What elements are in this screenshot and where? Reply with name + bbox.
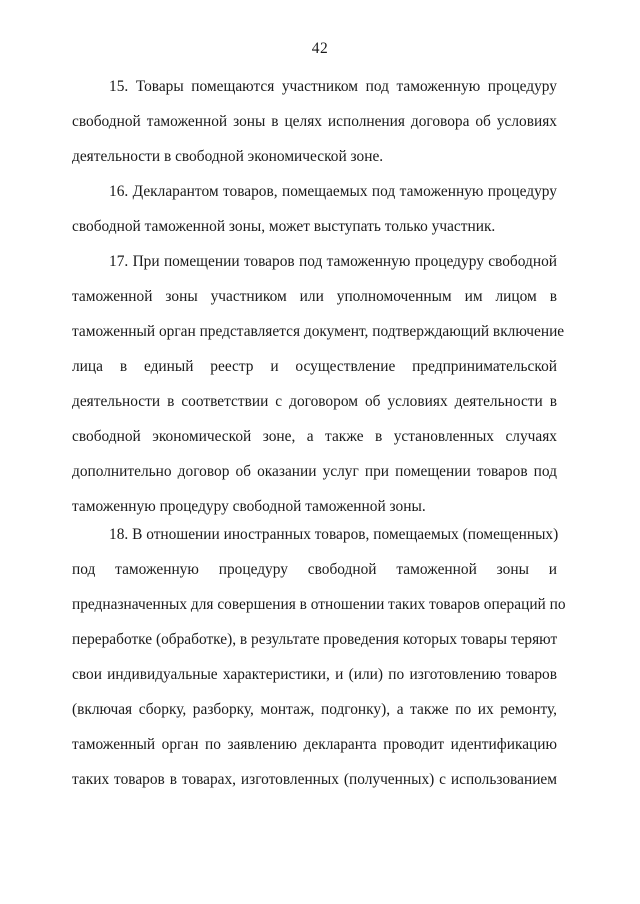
paragraph-line: таможенный орган по заявлению декларанта проводит идентификацию: [72, 736, 557, 753]
paragraph-16: [72, 174, 557, 244]
paragraph-line: дополнительно договор об оказании услуг при помещении товаров под: [72, 463, 557, 480]
paragraph-line: свободной таможенной зоны, может выступать только участник.: [72, 218, 496, 235]
paragraph-line: переработке (обработке), в результате проведения которых товары теряют: [72, 631, 558, 648]
paragraph-line: свободной экономической зоне, а также в установленных случаях: [72, 428, 557, 445]
paragraph-18: [72, 517, 566, 797]
paragraph-line: свободной таможенной зоны в целях исполнения договора об условиях: [72, 113, 557, 130]
paragraph-line: таможенный орган представляется документ, подтверждающий включение: [72, 323, 565, 340]
paragraph-line: предназначенных для совершения в отношении таких товаров операций по: [72, 596, 566, 613]
paragraph-line: свои индивидуальные характеристики, и (или) по изготовлению товаров: [72, 666, 557, 683]
paragraph-line: таможенной зоны участником или уполномоченным им лицом в: [72, 288, 557, 305]
paragraph-line: таких товаров в товарах, изготовленных (полученных) с использованием: [72, 771, 557, 788]
paragraph-17: [72, 244, 565, 524]
paragraph-line: 18. В отношении иностранных товаров, помещаемых (помещенных): [109, 526, 559, 543]
paragraph-line: 17. При помещении товаров под таможенную процедуру свободной: [109, 253, 557, 270]
paragraph-15: [72, 69, 557, 174]
paragraph-line: деятельности в соответствии с договором об условиях деятельности в: [72, 393, 557, 410]
paragraph-line: (включая сборку, разборку, монтаж, подгонку), а также по их ремонту,: [72, 701, 557, 718]
paragraph-line: под таможенную процедуру свободной таможенной зоны и: [72, 561, 557, 578]
paragraph-line: 16. Декларантом товаров, помещаемых под таможенную процедуру: [109, 183, 557, 200]
paragraph-line: 15. Товары помещаются участником под таможенную процедуру: [109, 78, 557, 95]
paragraph-line: таможенную процедуру свободной таможенной зоны.: [72, 498, 426, 515]
paragraph-line: деятельности в свободной экономической зоне.: [72, 148, 384, 165]
paragraph-line: лица в единый реестр и осуществление предпринимательской: [72, 358, 557, 375]
page-number: 42: [311, 40, 329, 57]
